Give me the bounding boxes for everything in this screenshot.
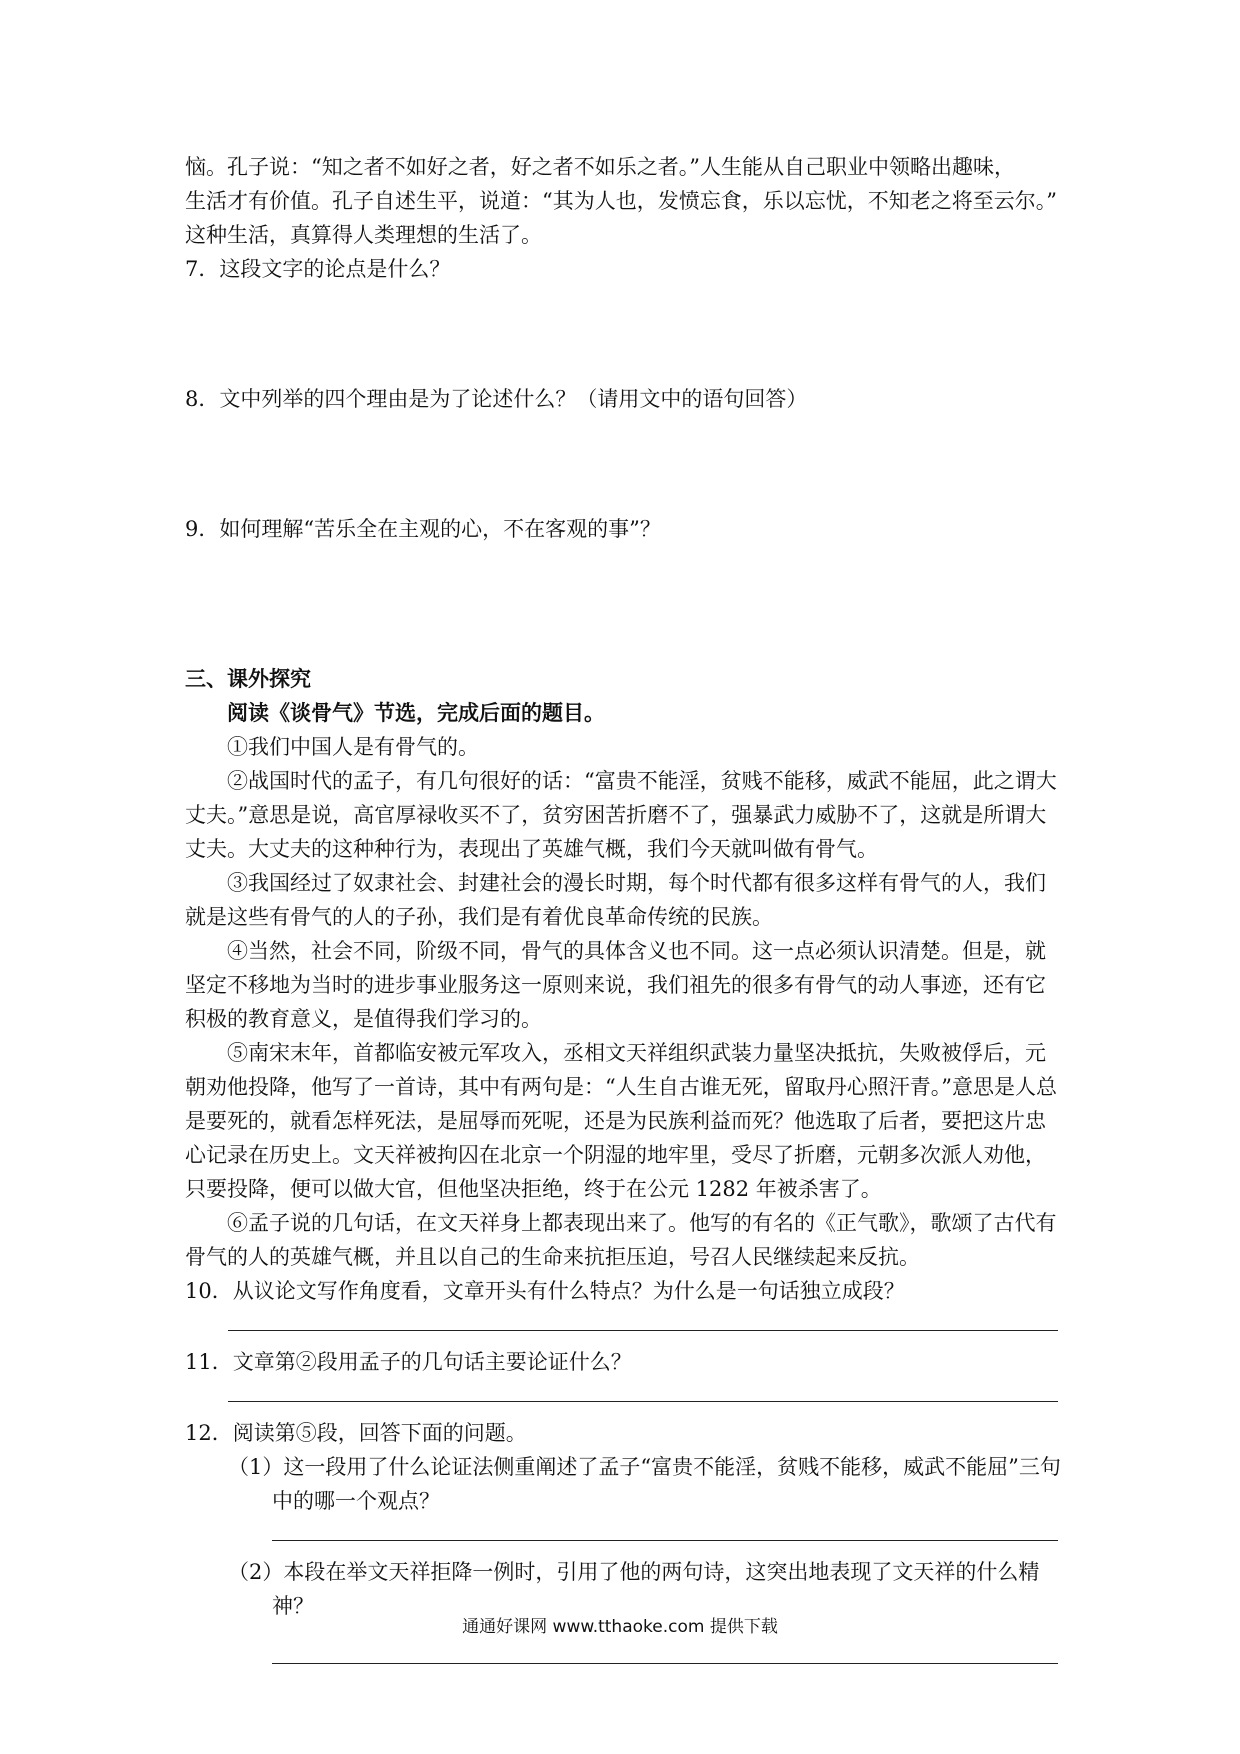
section-title: 三、课外探究 [185, 666, 311, 691]
answer-line-10[interactable] [228, 1308, 1058, 1331]
question-7: 7．这段文字的论点是什么？ [185, 257, 451, 281]
reading-instruction: 阅读《谈骨气》节选，完成后面的题目。 [227, 700, 605, 725]
question-8: 8．文中列举的四个理由是为了论述什么？（请用文中的语句回答） [185, 387, 808, 411]
question-12-2: （2）本段在举文天祥拒降一例时，引用了他的两句诗，这突出地表现了文天祥的什么精神？ [228, 1560, 1040, 1618]
passage-paragraph-5: ⑤南宋末年，首都临安被元军攻入，丞相文天祥组织武装力量坚决抵抗，失败被俘后，元朝劝他投降，他写了一首诗，其中有两句是：“人生自古谁无死，留取丹心照汗青。”意思是人总是要死的，就看怎样死法，是屈辱而死呢，还是为民族利益而死？他选取了后者，要把这片忠心记录在历史上。文天祥被拘囚在北京一个阴湿的地牢里，受尽了折磨，元朝多次派人劝他，只要投降，便可以做大官，但他坚决拒绝，终于在公元 1282 年被杀害了。 [185, 1041, 1057, 1201]
question-10: 10．从议论文写作角度看，文章开头有什么特点？为什么是一句话独立成段？ [185, 1279, 905, 1303]
passage-paragraph-1: ①我们中国人是有骨气的。 [227, 735, 479, 759]
answer-space-9[interactable] [185, 546, 1065, 646]
question-12-1: （1）这一段用了什么论证法侧重阐述了孟子“富贵不能淫，贫贱不能移，威武不能屈”三句中的哪一个观点？ [228, 1455, 1061, 1513]
intro-line-1: 恼。孔子说：“知之者不如好之者，好之者不如乐之者。”人生能从自己职业中领略出趣味， [185, 155, 1015, 179]
answer-space-7[interactable] [185, 286, 1065, 382]
intro-line-3: 这种生活，真算得人类理想的生活了。 [185, 223, 542, 247]
intro-line-2: 生活才有价值。孔子自述生平，说道：“其为人也，发愤忘食，乐以忘忧，不知老之将至云尔。” [185, 189, 1057, 213]
question-9: 9．如何理解“苦乐全在主观的心，不在客观的事”？ [185, 517, 661, 541]
passage-paragraph-4: ④当然，社会不同，阶级不同，骨气的具体含义也不同。这一点必须认识清楚。但是，就坚定不移地为当时的进步事业服务这一原则来说，我们祖先的很多有骨气的动人事迹，还有它积极的教育意义，是值得我们学习的。 [185, 939, 1046, 1031]
question-11: 11．文章第②段用孟子的几句话主要论证什么？ [185, 1350, 632, 1374]
answer-space-8[interactable] [185, 416, 1065, 512]
answer-line-12-2[interactable] [272, 1641, 1058, 1664]
page-content [185, 150, 1065, 1678]
page-footer: 通通好课网 www.tthaoke.com 提供下载 [462, 1617, 778, 1637]
passage-paragraph-2: ②战国时代的孟子，有几句很好的话：“富贵不能淫，贫贱不能移，威武不能屈，此之谓大丈夫。”意思是说，高官厚禄收买不了，贫穷困苦折磨不了，强暴武力威胁不了，这就是所谓大丈夫。大丈夫的这种种行为，表现出了英雄气概，我们今天就叫做有骨气。 [185, 769, 1057, 861]
passage-paragraph-3: ③我国经过了奴隶社会、封建社会的漫长时期，每个时代都有很多这样有骨气的人，我们就是这些有骨气的人的子孙，我们是有着优良革命传统的民族。 [185, 871, 1046, 929]
answer-line-11[interactable] [228, 1379, 1058, 1402]
answer-line-12-1[interactable] [272, 1518, 1058, 1541]
question-12: 12．阅读第⑤段，回答下面的问题。 [185, 1421, 527, 1445]
passage-paragraph-6: ⑥孟子说的几句话，在文天祥身上都表现出来了。他写的有名的《正气歌》，歌颂了古代有骨气的人的英雄气概，并且以自己的生命来抗拒压迫，号召人民继续起来反抗。 [185, 1211, 1057, 1269]
